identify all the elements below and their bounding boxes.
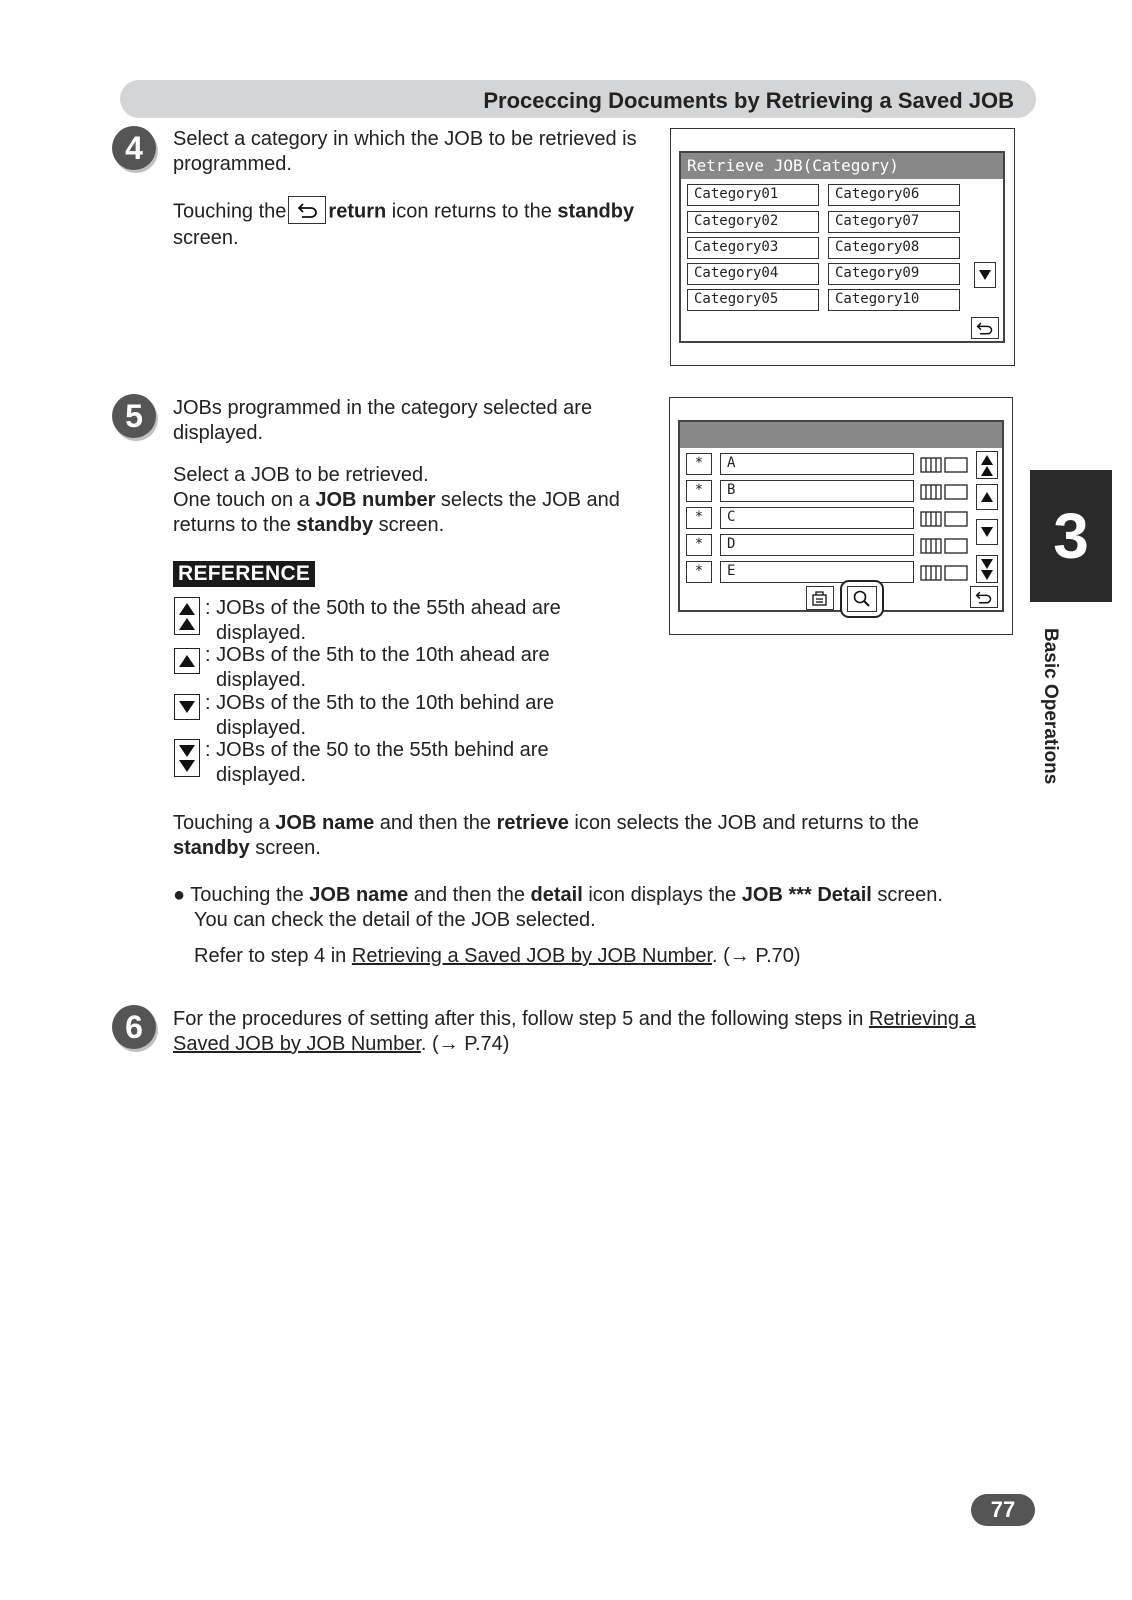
retrieve-button[interactable] [847, 586, 877, 612]
reference-text: displayed. [216, 622, 307, 644]
reference-text: : JOBs of the 50 to the 55th behind are [205, 739, 549, 761]
job-screen-title: Retrieve JOB [743, 451, 860, 470]
job-number-word: JOB number [315, 489, 436, 511]
step-5-instructions [173, 463, 653, 538]
return-button[interactable] [971, 317, 999, 339]
jump-down-button[interactable] [976, 555, 998, 583]
standby-word: standby [173, 837, 250, 859]
return-icon [975, 590, 993, 604]
category-cell-05[interactable]: Category05 [687, 289, 819, 311]
text-segment: Touching a [173, 812, 276, 834]
job-number-button[interactable]: * [686, 561, 712, 583]
text-segment: screen. [249, 837, 321, 859]
refer-note [194, 944, 1014, 969]
reference-item-4 [205, 738, 625, 788]
return-icon [288, 196, 326, 224]
text-segment: icon selects the JOB and returns to the [568, 812, 920, 834]
step-4-badge: 4 [112, 126, 156, 170]
retrieve-by-number-link[interactable]: Saved JOB by JOB Number [173, 1033, 421, 1055]
job-screen [678, 420, 1004, 612]
return-button[interactable] [970, 586, 998, 608]
chapter-tab: 3 [1030, 470, 1112, 602]
text-segment: For the procedures of setting after this, follow step 5 and the following steps in [173, 1008, 869, 1030]
text-segment: screen. [871, 884, 943, 906]
standby-word: standby [296, 514, 374, 536]
retrieve-instruction [173, 811, 993, 861]
step-5-text: JOBs programmed in the category selected are displayed. [173, 397, 593, 444]
job-screen-frame [669, 397, 1013, 635]
detail-icon [811, 589, 829, 607]
text-segment: icon displays the [582, 884, 742, 906]
step-4-mid: icon returns to the [386, 200, 558, 223]
reference-item-1 [205, 596, 625, 646]
reference-text: : JOBs of the 5th to the 10th ahead are [205, 644, 550, 666]
job-number-button[interactable]: * [686, 453, 712, 475]
retrieve-word: retrieve [496, 812, 569, 834]
down-arrow-icon [174, 694, 200, 720]
bullet-icon: ● [173, 884, 186, 906]
return-icon [976, 321, 994, 335]
category-cell-04[interactable]: Category04 [687, 263, 819, 285]
scroll-up-button[interactable] [976, 484, 998, 510]
reference-item-3 [205, 691, 625, 741]
category-cell-02[interactable]: Category02 [687, 211, 819, 233]
step-5-touch-line [173, 488, 653, 513]
return-word: return [328, 200, 387, 223]
standby-word: standby [557, 200, 635, 223]
job-number-button[interactable]: * [686, 507, 712, 529]
step-4-touching: Touching the [173, 200, 287, 223]
step-6-badge: 6 [112, 1005, 156, 1049]
job-detail-word: JOB *** Detail [741, 884, 872, 906]
header-bar [120, 80, 1036, 118]
category-screen-title: Retrieve JOB(Category) [681, 153, 1003, 179]
text-segment: and then the [374, 812, 497, 834]
magnifier-icon [852, 589, 872, 609]
chapter-label: Basic Operations [1040, 628, 1061, 785]
category-cell-09[interactable]: Category09 [828, 263, 960, 285]
job-number-button[interactable]: * [686, 534, 712, 556]
text-segment: . (→ P.70) [712, 945, 801, 967]
retrieve-by-number-link[interactable]: Retrieving a [868, 1008, 976, 1030]
job-number-button[interactable]: * [686, 480, 712, 502]
category-cell-06[interactable]: Category06 [828, 184, 960, 206]
text-segment: screen. [373, 514, 445, 536]
job-name-word: JOB name [275, 812, 375, 834]
jump-up-button[interactable] [976, 451, 998, 479]
step-4-text: Select a category in which the JOB to be retrieved is programmed. [173, 128, 637, 175]
category-screen-frame [670, 128, 1015, 366]
job-name-field[interactable]: B [720, 480, 914, 502]
reference-text: displayed. [216, 764, 307, 786]
retrieve-by-number-link[interactable]: Retrieving a Saved JOB by JOB Number [351, 945, 713, 967]
detail-note [173, 883, 1013, 933]
text-segment: . (→ P.74) [420, 1033, 510, 1055]
job-name-field[interactable]: D [720, 534, 914, 556]
page-number: 77 [971, 1494, 1035, 1526]
folder-label: Folder-1 [870, 477, 948, 496]
text-segment: selects the JOB and [435, 489, 620, 511]
step-5-return-line [173, 513, 653, 538]
reference-text: displayed. [216, 669, 307, 691]
job-name-word: JOB name [309, 884, 409, 906]
category-cell-01[interactable]: Category01 [687, 184, 819, 206]
up-arrow-icon [174, 648, 200, 674]
text-segment: and then the [408, 884, 531, 906]
step-5-select-line: Select a JOB to be retrieved. [173, 464, 429, 486]
category-cell-03[interactable]: Category03 [687, 237, 819, 259]
step-4-screen: screen. [173, 227, 239, 249]
text-segment: Touching the [185, 884, 310, 906]
page-title: Proceccing Documents by Retrieving a Saved JOB [483, 88, 1014, 113]
text-segment: returns to the [173, 514, 297, 536]
reference-text: : JOBs of the 5th to the 10th behind are [205, 692, 555, 714]
category-cell-08[interactable]: Category08 [828, 237, 960, 259]
job-name-field[interactable]: A [720, 453, 914, 475]
scroll-down-button[interactable] [974, 262, 996, 288]
reference-item-2 [205, 643, 625, 693]
reference-text: : JOBs of the 50th to the 55th ahead are [205, 597, 561, 619]
reference-badge: REFERENCE [173, 561, 315, 587]
detail-note-line2: You can check the detail of the JOB selected. [194, 909, 596, 931]
step-5-badge: 5 [112, 394, 156, 438]
detail-word: detail [530, 884, 583, 906]
jump-up-icon [174, 597, 200, 635]
text-segment: One touch on a [173, 489, 316, 511]
job-name-field[interactable]: C [720, 507, 914, 529]
step-6-text [173, 1007, 1013, 1057]
chapter-label-wrap [1036, 628, 1062, 798]
job-settings-icons [920, 455, 970, 581]
text-segment: Refer to step 4 in [194, 945, 352, 967]
jump-down-icon [174, 739, 200, 777]
detail-button[interactable] [806, 586, 834, 610]
category-cell-07[interactable]: Category07 [828, 211, 960, 233]
down-arrow-icon [979, 270, 991, 280]
reference-text: displayed. [216, 717, 307, 739]
job-name-field[interactable]: E [720, 561, 914, 583]
step-4-return-note [173, 198, 658, 251]
category-screen [679, 151, 1005, 343]
job-screen-title-bar [680, 422, 1002, 496]
retrieve-button-highlight[interactable] [840, 580, 884, 618]
scroll-down-button[interactable] [976, 519, 998, 545]
category-cell-10[interactable]: Category10 [828, 289, 960, 311]
